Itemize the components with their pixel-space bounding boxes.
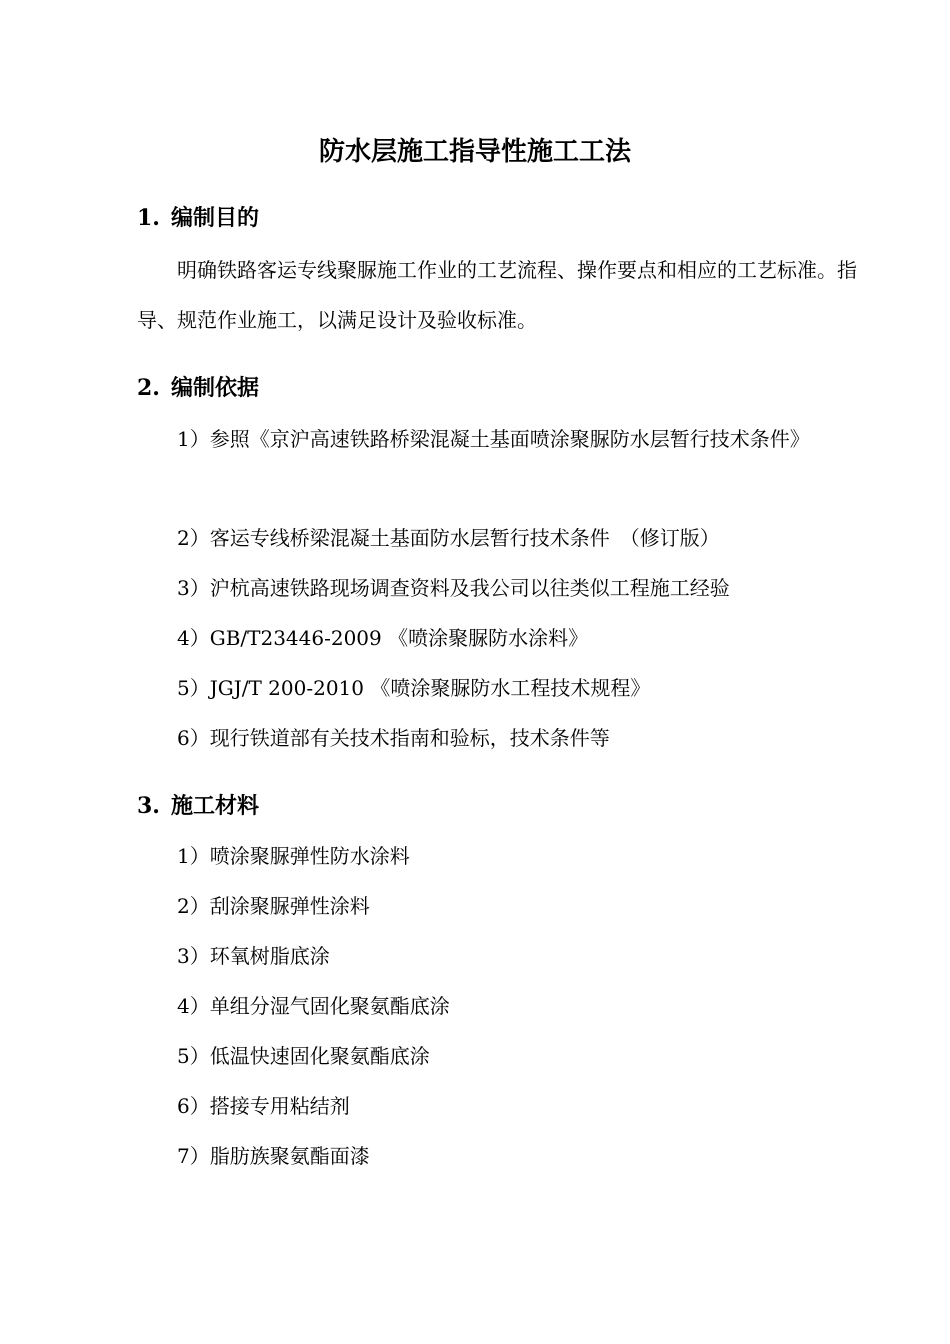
list-item: 5）低温快速固化聚氨酯底涂 [177,1044,430,1068]
list-item: 4）单组分湿气固化聚氨酯底涂 [177,994,450,1018]
section-title: 施工材料 [171,793,260,819]
list-item: 7）脂肪族聚氨酯面漆 [177,1144,370,1168]
section-number: 3. [137,793,160,819]
section-heading-2 [137,372,259,404]
section-title: 编制依据 [171,375,260,401]
section-title: 编制目的 [171,205,260,231]
section-number: 2. [137,375,160,401]
list-item: 1）参照《京沪高速铁路桥梁混凝土基面喷涂聚脲防水层暂行技术条件》 [177,427,810,451]
list-item: 4）GB/T23446-2009 《喷涂聚脲防水涂料》 [177,626,589,650]
section-heading-1 [137,202,259,234]
list-item: 2）客运专线桥梁混凝土基面防水层暂行技术条件 （修订版） [177,526,720,550]
section-paragraph: 明确铁路客运专线聚脲施工作业的工艺流程、操作要点和相应的工艺标准。指导、规范作业施工，以满足设计及验收标准。 [137,258,857,332]
section-number: 1. [137,205,160,231]
list-item: 5）JGJ/T 200-2010 《喷涂聚脲防水工程技术规程》 [177,676,651,700]
list-item: 2）刮涂聚脲弹性涂料 [177,894,370,918]
list-item: 6）搭接专用粘结剂 [177,1094,350,1118]
document-title: 防水层施工指导性施工工法 [318,137,631,167]
list-item: 1）喷涂聚脲弹性防水涂料 [177,844,410,868]
list-item: 6）现行铁道部有关技术指南和验标，技术条件等 [177,726,610,750]
list-item: 3）沪杭高速铁路现场调查资料及我公司以往类似工程施工经验 [177,576,730,600]
list-item: 3）环氧树脂底涂 [177,944,330,968]
section-heading-3 [137,790,259,822]
